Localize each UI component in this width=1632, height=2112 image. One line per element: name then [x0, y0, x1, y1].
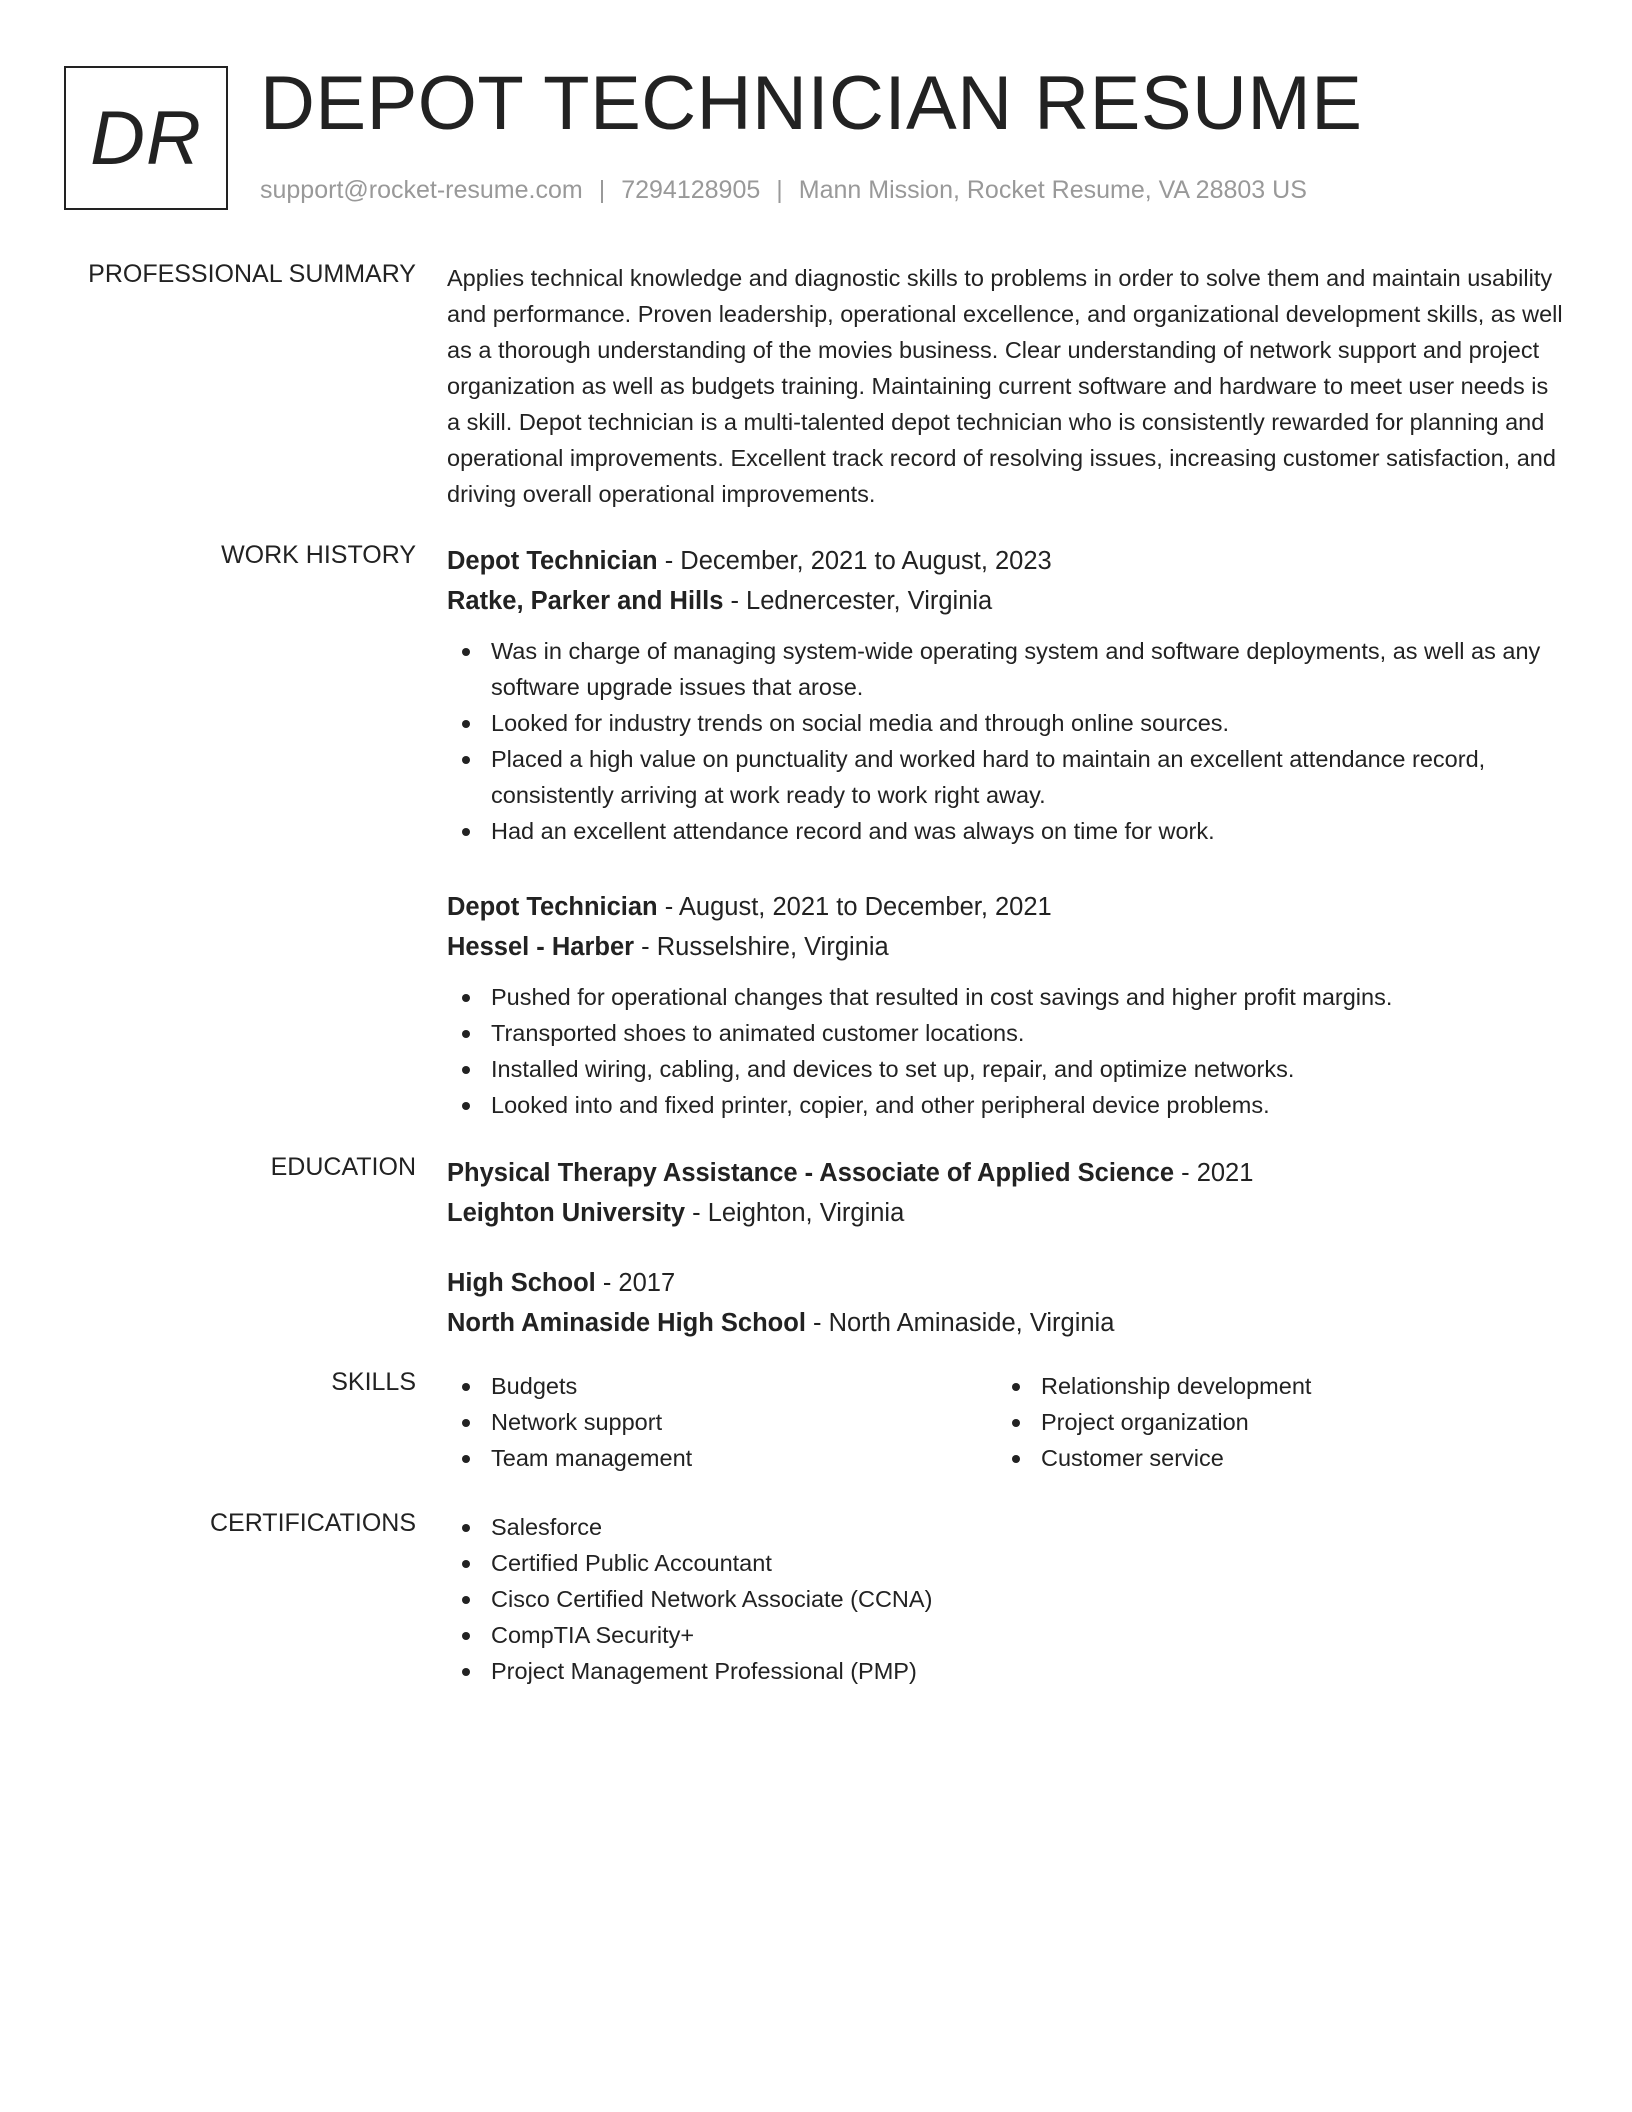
- list-item: Transported shoes to animated customer locations.: [447, 1015, 1567, 1051]
- school-name: North Aminaside High School: [447, 1309, 806, 1337]
- contact-separator: |: [776, 176, 783, 204]
- list-item: Salesforce: [447, 1509, 1567, 1545]
- job-title: Depot Technician: [447, 893, 658, 921]
- job-company-line: [447, 581, 1567, 621]
- school-location: - Leighton, Virginia: [685, 1199, 905, 1227]
- list-item: Budgets: [447, 1368, 997, 1404]
- education-entries: [447, 1153, 1567, 1343]
- monogram-box: [64, 66, 228, 210]
- skills-body: [447, 1368, 1567, 1476]
- job-entry: [447, 541, 1567, 849]
- section-label: SKILLS: [331, 1368, 416, 1396]
- list-item: Customer service: [997, 1440, 1547, 1476]
- list-item: Certified Public Accountant: [447, 1545, 1567, 1581]
- list-item: CompTIA Security+: [447, 1617, 1567, 1653]
- work-entries: [447, 541, 1567, 1123]
- list-item: Team management: [447, 1440, 997, 1476]
- list-item: Relationship development: [997, 1368, 1547, 1404]
- school-line: [447, 1193, 1567, 1233]
- job-dates: - August, 2021 to December, 2021: [657, 893, 1052, 921]
- degree-name: Physical Therapy Assistance - Associate of Applied Science: [447, 1159, 1175, 1187]
- certifications-body: [447, 1509, 1567, 1689]
- list-item: Installed wiring, cabling, and devices to set up, repair, and optimize networks.: [447, 1051, 1567, 1087]
- skills-column-right: [997, 1368, 1547, 1476]
- job-location: - Lednercester, Virginia: [723, 587, 993, 615]
- job-title-line: [447, 541, 1567, 581]
- job-title: Depot Technician: [447, 547, 658, 575]
- section-label: PROFESSIONAL SUMMARY: [88, 260, 416, 288]
- job-company-line: [447, 927, 1567, 967]
- monogram-initials: DR: [90, 95, 202, 181]
- skills-grid: [447, 1368, 1567, 1476]
- list-item: Looked into and fixed printer, copier, and other peripheral device problems.: [447, 1087, 1567, 1123]
- job-entry: [447, 887, 1567, 1123]
- school-line: [447, 1303, 1567, 1343]
- resume-title: DEPOT TECHNICIAN RESUME: [260, 61, 1363, 146]
- job-bullets: [447, 633, 1567, 849]
- list-item: Network support: [447, 1404, 997, 1440]
- contact-line: [260, 176, 1307, 205]
- contact-address: Mann Mission, Rocket Resume, VA 28803 US: [798, 176, 1307, 204]
- job-title-line: [447, 887, 1567, 927]
- certifications-list: [447, 1509, 1567, 1689]
- school-name: Leighton University: [447, 1199, 686, 1227]
- job-dates: - December, 2021 to August, 2023: [657, 547, 1052, 575]
- degree-year: - 2021: [1174, 1159, 1254, 1187]
- degree-year: - 2017: [595, 1269, 676, 1297]
- section-label: WORK HISTORY: [221, 541, 416, 569]
- section-label: EDUCATION: [270, 1153, 416, 1181]
- list-item: Was in charge of managing system-wide operating system and software deployments, as well as any software upgrade issues that arose.: [447, 633, 1567, 705]
- list-item: Project organization: [997, 1404, 1547, 1440]
- contact-separator: |: [598, 176, 606, 204]
- job-bullets: [447, 979, 1567, 1123]
- education-entry: [447, 1153, 1567, 1233]
- skills-column-left: [447, 1368, 997, 1476]
- list-item: Pushed for operational changes that resulted in cost savings and higher profit margins.: [447, 979, 1567, 1015]
- list-item: Looked for industry trends on social media and through online sources.: [447, 705, 1567, 741]
- job-company: Hessel - Harber: [447, 933, 635, 961]
- degree-line: [447, 1153, 1567, 1193]
- section-label: CERTIFICATIONS: [209, 1509, 416, 1537]
- list-item: Project Management Professional (PMP): [447, 1653, 1567, 1689]
- list-item: Placed a high value on punctuality and worked hard to maintain an excellent attendance record, consistently arriving at work ready to work right away.: [447, 741, 1567, 813]
- job-company: Ratke, Parker and Hills: [447, 587, 724, 615]
- school-location: - North Aminaside, Virginia: [805, 1309, 1115, 1337]
- contact-email: support@rocket-resume.com: [260, 176, 583, 204]
- education-entry: [447, 1263, 1567, 1343]
- summary-text: Applies technical knowledge and diagnostic skills to problems in order to solve them and maintain usability and performance. Proven leadership, operational excellence, and organizational development skills, as well as a thorough understanding of the movies business. Clear understanding of network support and project organization as well as budgets training. Maintaining current software and hardware to meet user needs is a skill. Depot technician is a multi-talented depot technician who is consistently rewarded for planning and operational improvements. Excellent track record of resolving issues, increasing customer satisfaction, and driving overall operational improvements.: [447, 265, 1563, 507]
- contact-phone: 7294128905: [621, 176, 761, 204]
- list-item: Cisco Certified Network Associate (CCNA): [447, 1581, 1567, 1617]
- job-location: - Russelshire, Virginia: [634, 933, 889, 961]
- degree-line: [447, 1263, 1567, 1303]
- degree-name: High School: [447, 1269, 596, 1297]
- list-item: Had an excellent attendance record and was always on time for work.: [447, 813, 1567, 849]
